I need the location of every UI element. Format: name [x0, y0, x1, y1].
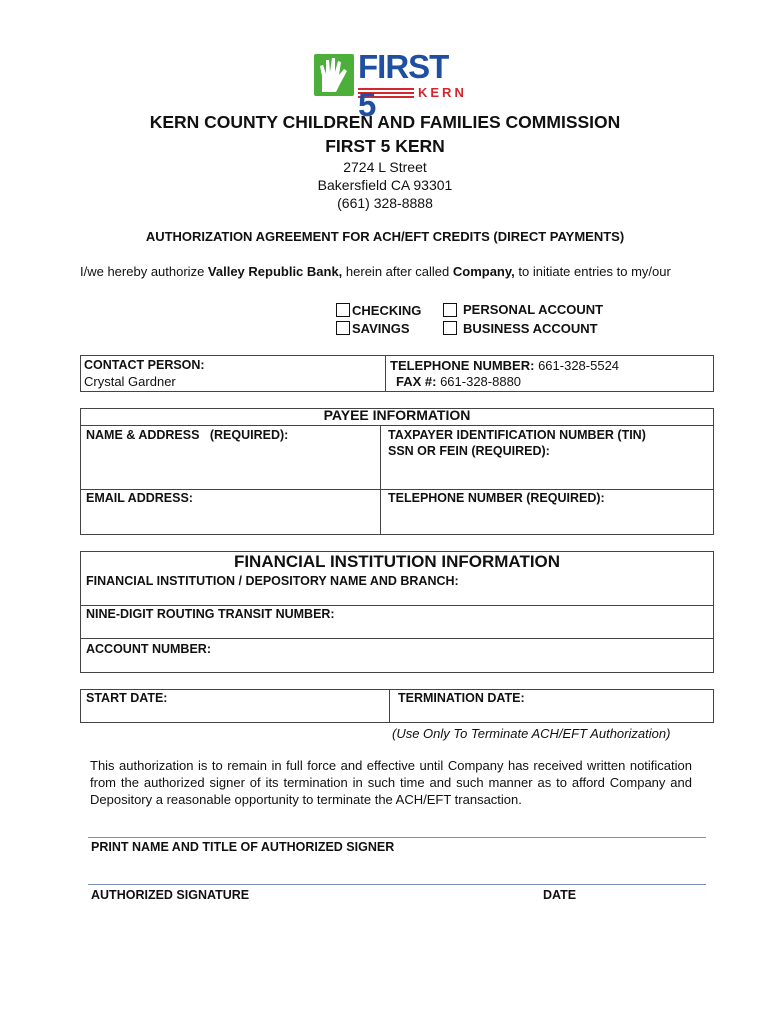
personal-account-option[interactable]	[443, 302, 604, 322]
payee-heading-divider	[80, 425, 714, 426]
contact-phone-value: 661-328-5524	[534, 358, 620, 373]
first5-kern-logo	[314, 48, 470, 123]
contact-person-name: Crystal Gardner	[84, 374, 176, 389]
dates-box	[80, 689, 714, 723]
business-account-checkbox[interactable]	[443, 321, 457, 335]
company-term: Company,	[452, 264, 515, 279]
business-account-option[interactable]	[443, 321, 598, 340]
financial-divider-1	[80, 605, 714, 606]
auth-text-prefix: I/we hereby authorize	[80, 264, 208, 279]
logo-sub-text: KERN	[418, 85, 467, 100]
organization-subtitle: FIRST 5 KERN	[325, 136, 445, 156]
contact-phone	[390, 358, 619, 373]
institution-name-field[interactable]: FINANCIAL INSTITUTION / DEPOSITORY NAME AND BRANCH:	[86, 574, 459, 588]
checking-label: CHECKING	[352, 303, 422, 318]
authorization-statement	[80, 264, 671, 279]
financial-heading: FINANCIAL INSTITUTION INFORMATION	[233, 552, 561, 571]
print-name-label: PRINT NAME AND TITLE OF AUTHORIZED SIGNER	[91, 840, 395, 854]
auth-text-middle: herein after called	[342, 264, 453, 279]
dates-divider	[389, 689, 390, 723]
payee-telephone-field[interactable]: TELEPHONE NUMBER (REQUIRED):	[388, 491, 605, 505]
termination-note: (Use Only To Terminate ACH/EFT Authorization)	[392, 726, 671, 741]
start-date-field[interactable]: START DATE:	[86, 691, 168, 705]
account-number-field[interactable]: ACCOUNT NUMBER:	[86, 642, 211, 656]
business-account-label: BUSINESS ACCOUNT	[463, 321, 598, 336]
routing-number-field[interactable]: NINE-DIGIT ROUTING TRANSIT NUMBER:	[86, 607, 335, 621]
name-address-field[interactable]: NAME & ADDRESS (REQUIRED):	[86, 428, 289, 442]
authorization-terms-paragraph: This authorization is to remain in full force and effective until Company has received written notification from the authorized signer of its termination in such time and such manner as to afford Company and Depository a reasonable opportunity to terminate the ACH/EFT transaction.	[90, 758, 692, 807]
payee-column-divider	[380, 425, 381, 535]
authorized-signature-label: AUTHORIZED SIGNATURE	[91, 888, 250, 902]
financial-divider-2	[80, 638, 714, 639]
organization-title: KERN COUNTY CHILDREN AND FAMILIES COMMISSION	[149, 112, 621, 132]
contact-fax-value: 661-328-8880	[436, 374, 522, 389]
personal-account-label: PERSONAL ACCOUNT	[463, 302, 604, 317]
address-street: 2724 L Street	[343, 159, 427, 175]
savings-option[interactable]	[336, 321, 410, 340]
date-label: DATE	[543, 888, 577, 902]
contact-divider	[385, 355, 386, 392]
bank-name: Valley Republic Bank,	[207, 264, 343, 279]
signature-line[interactable]	[88, 884, 706, 885]
payee-heading: PAYEE INFORMATION	[323, 407, 471, 423]
checking-checkbox[interactable]	[336, 303, 350, 317]
print-name-line[interactable]	[88, 837, 706, 838]
personal-account-checkbox[interactable]	[443, 303, 457, 317]
auth-text-suffix: to initiate entries to my/our	[514, 264, 671, 279]
tin-field[interactable]: SSN OR FEIN (REQUIRED):	[388, 444, 550, 458]
contact-phone-label: TELEPHONE NUMBER:	[390, 358, 535, 373]
address-city: Bakersfield CA 93301	[317, 177, 453, 193]
savings-label: SAVINGS	[352, 321, 410, 336]
organization-phone: (661) 328-8888	[337, 195, 433, 211]
contact-fax-label: FAX #:	[396, 374, 437, 389]
termination-date-field[interactable]: TERMINATION DATE:	[398, 691, 525, 705]
payee-row-divider	[80, 489, 714, 490]
email-field[interactable]: EMAIL ADDRESS:	[86, 491, 193, 505]
contact-fax	[396, 374, 521, 389]
tin-label-line1: TAXPAYER IDENTIFICATION NUMBER (TIN)	[388, 428, 646, 442]
savings-checkbox[interactable]	[336, 321, 350, 335]
form-title: AUTHORIZATION AGREEMENT FOR ACH/EFT CREDITS (DIRECT PAYMENTS)	[145, 229, 625, 244]
contact-person-label: CONTACT PERSON:	[84, 358, 205, 372]
checking-option[interactable]	[336, 303, 422, 322]
logo-brand-text: FIRST 5	[358, 48, 449, 123]
